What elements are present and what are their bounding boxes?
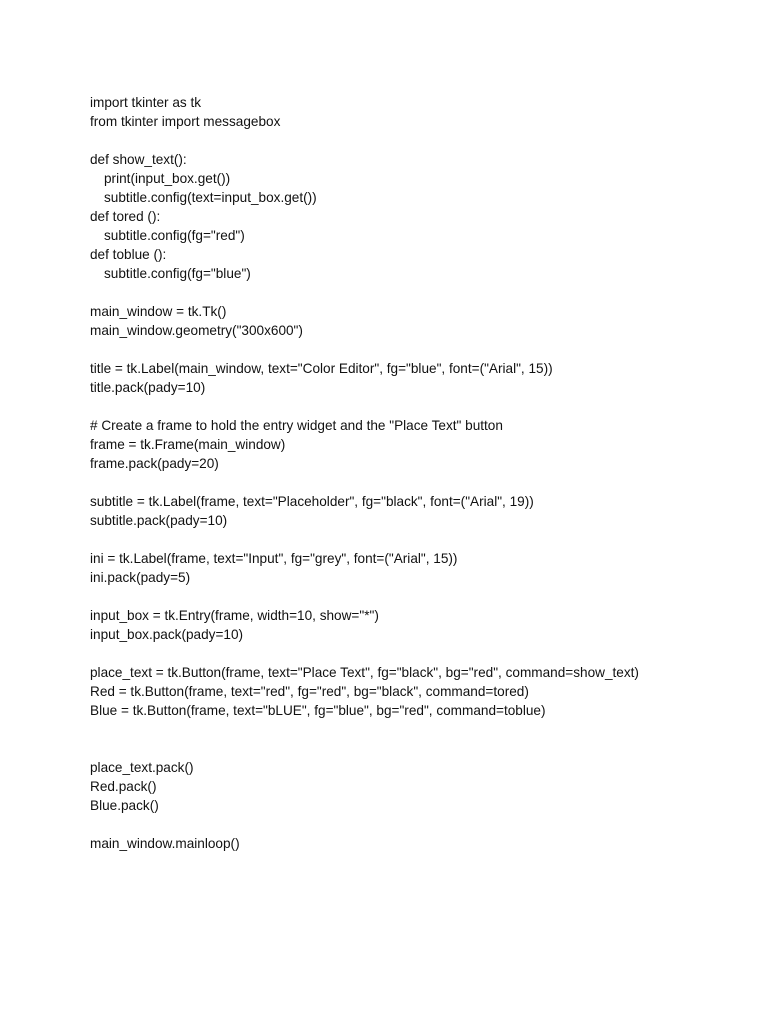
blank-line [90, 720, 760, 739]
code-line: subtitle.config(fg="red") [104, 228, 245, 243]
code-line: subtitle.pack(pady=10) [90, 513, 228, 528]
code-line: title = tk.Label(main_window, text="Color Editor", fg="blue", font=("Arial", 15)) [90, 361, 553, 376]
code-line: subtitle.config(fg="blue") [104, 266, 251, 281]
code-line: input_box.pack(pady=10) [90, 627, 244, 642]
code-line: print(input_box.get()) [104, 171, 231, 186]
code-line: main_window = tk.Tk() [90, 304, 227, 319]
blank-line [90, 530, 760, 549]
blank-line [90, 131, 760, 150]
code-line: from tkinter import messagebox [90, 114, 281, 129]
code-line: Blue = tk.Button(frame, text="bLUE", fg="blue", bg="red", command=toblue) [90, 703, 546, 718]
code-line: subtitle = tk.Label(frame, text="Placeholder", fg="black", font=("Arial", 19)) [90, 494, 534, 509]
blank-line [90, 397, 760, 416]
code-line: Red.pack() [90, 779, 157, 794]
code-line: place_text.pack() [90, 760, 194, 775]
code-line: main_window.geometry("300x600") [90, 323, 303, 338]
code-line: input_box = tk.Entry(frame, width=10, show="*") [90, 608, 379, 623]
code-line: def show_text(): [90, 152, 187, 167]
code-line: def toblue (): [90, 247, 167, 262]
blank-line [90, 644, 760, 663]
blank-line [90, 587, 760, 606]
blank-line [90, 739, 760, 758]
code-line: ini.pack(pady=5) [90, 570, 191, 585]
code-line: import tkinter as tk [90, 95, 202, 110]
code-line: Red = tk.Button(frame, text="red", fg="red", bg="black", command=tored) [90, 684, 529, 699]
code-line: Blue.pack() [90, 798, 159, 813]
code-line: # Create a frame to hold the entry widget and the "Place Text" button [90, 418, 503, 433]
code-block [90, 93, 760, 853]
code-line: frame = tk.Frame(main_window) [90, 437, 286, 452]
code-line: place_text = tk.Button(frame, text="Place Text", fg="black", bg="red", command=show_text) [90, 665, 639, 680]
blank-line [90, 473, 760, 492]
blank-line [90, 340, 760, 359]
blank-line [90, 815, 760, 834]
blank-line [90, 283, 760, 302]
code-line: main_window.mainloop() [90, 836, 240, 851]
code-line: frame.pack(pady=20) [90, 456, 219, 471]
code-line: ini = tk.Label(frame, text="Input", fg="grey", font=("Arial", 15)) [90, 551, 458, 566]
code-line: def tored (): [90, 209, 161, 224]
code-line: title.pack(pady=10) [90, 380, 206, 395]
code-line: subtitle.config(text=input_box.get()) [104, 190, 317, 205]
